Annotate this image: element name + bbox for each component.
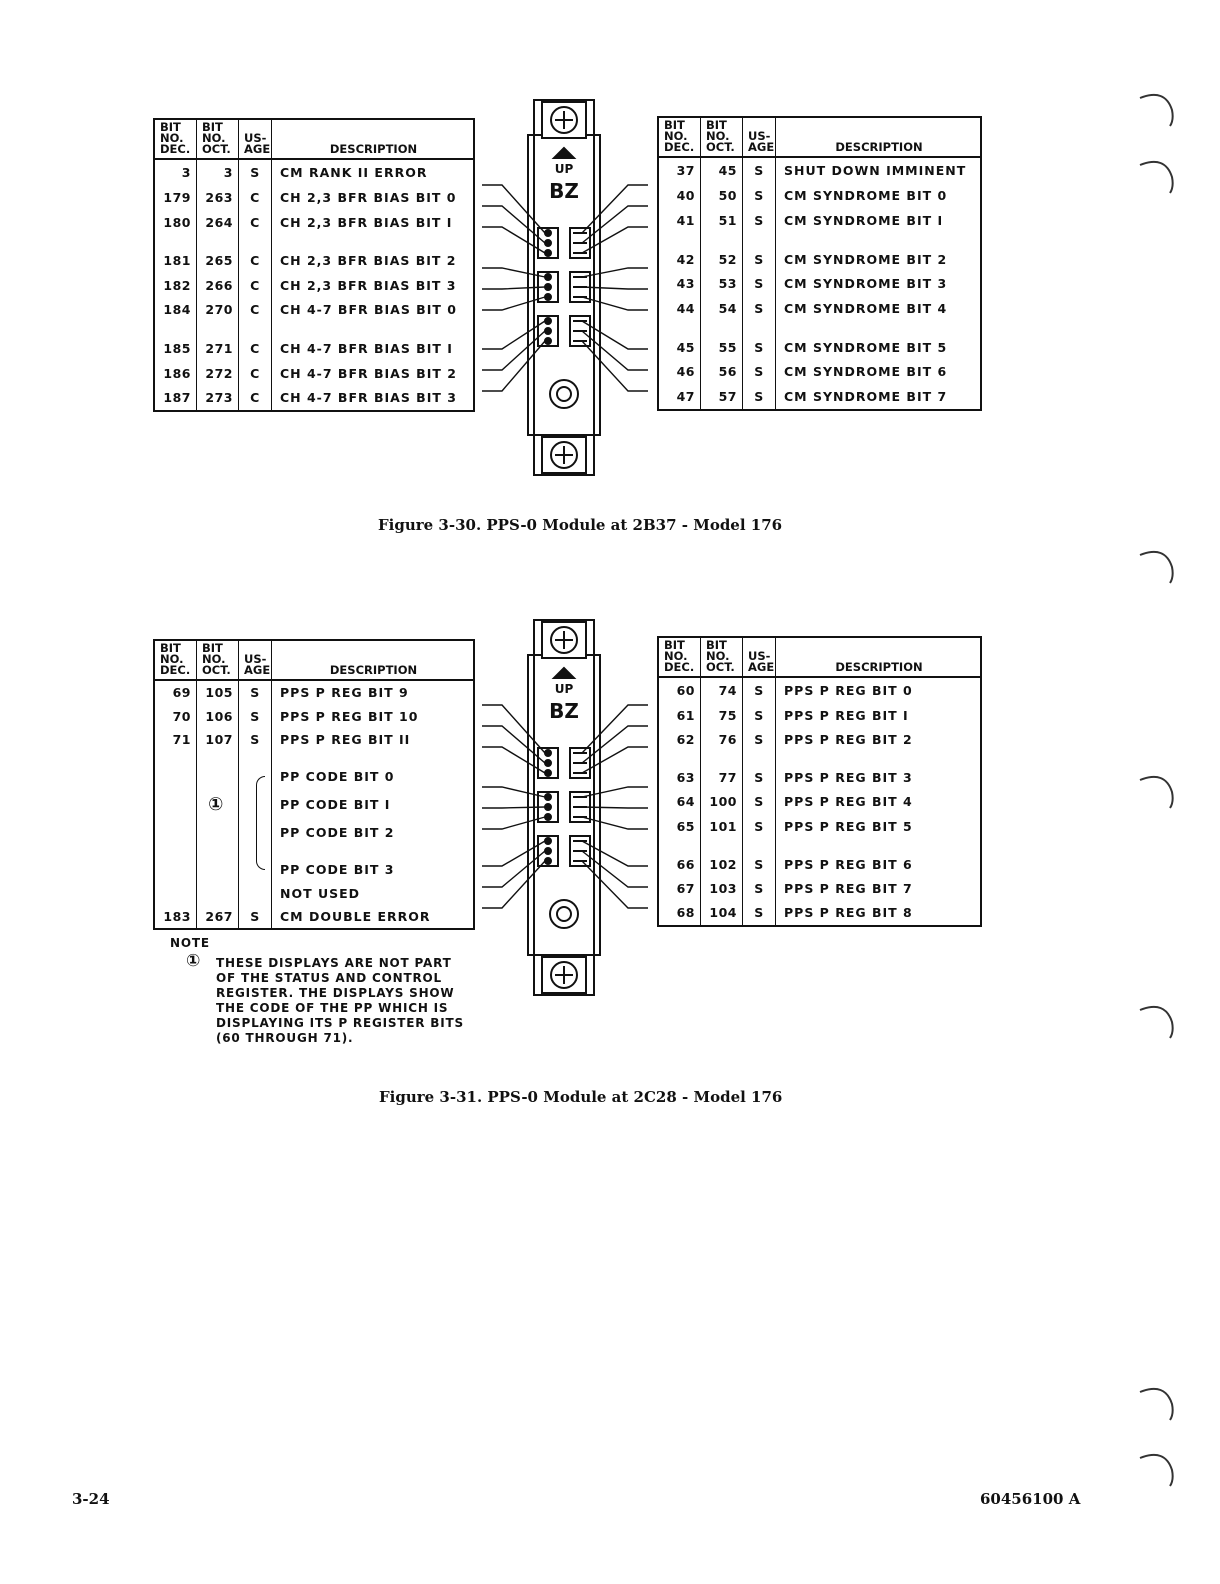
bit-oct-cell: 270 xyxy=(197,298,239,323)
header-usage: US- AGE xyxy=(239,120,272,159)
usage-cell: C xyxy=(239,248,272,273)
bit-dec-cell: 65 xyxy=(659,814,701,838)
usage-cell: S xyxy=(743,814,776,838)
bit-oct-cell: 106 xyxy=(197,705,239,728)
bit-dec-cell: 3 xyxy=(155,159,197,185)
usage-cell: S xyxy=(743,271,776,296)
header-bit-oct: BIT NO. OCT. xyxy=(197,641,239,680)
up-label: UP xyxy=(554,162,574,176)
header-bit-oct: BIT NO. OCT. xyxy=(197,120,239,159)
bit-dec-cell: 180 xyxy=(155,210,197,235)
header-usage: US- AGE xyxy=(743,638,776,677)
bit-dec-cell: 61 xyxy=(659,703,701,727)
usage-cell: C xyxy=(239,210,272,235)
description-cell: PPS P REG BIT 6 xyxy=(784,856,913,872)
description-cell: CH 2,3 BFR BIAS BIT 2 xyxy=(280,253,457,269)
usage-cell: C xyxy=(239,336,272,361)
description-cell: CM SYNDROME BIT 3 xyxy=(784,276,948,292)
description-cell: PPS P REG BIT 3 xyxy=(784,770,913,785)
bit-dec-cell: 46 xyxy=(659,360,701,385)
bit-oct-cell: 3 xyxy=(197,159,239,185)
description-cell: PP CODE BIT I xyxy=(280,797,391,813)
header-bit-dec: BIT NO. DEC. xyxy=(659,638,701,677)
description-cell: CM RANK II ERROR xyxy=(280,165,428,181)
description-cell: CH 4-7 BFR BIAS BIT 3 xyxy=(280,390,457,406)
bit-dec-cell: 62 xyxy=(659,727,701,751)
fig30-caption: Figure 3-30. PPS-0 Module at 2B37 - Model 176 xyxy=(378,516,783,534)
usage-cell: S xyxy=(743,360,776,385)
bit-oct-cell: 103 xyxy=(701,876,743,900)
description-cell: PP CODE BIT 3 xyxy=(280,862,395,878)
usage-cell: S xyxy=(743,727,776,751)
usage-cell: S xyxy=(743,335,776,360)
bit-dec-cell: 44 xyxy=(659,296,701,321)
bit-dec-cell: 37 xyxy=(659,157,701,183)
up-label: UP xyxy=(554,682,574,696)
note-title: NOTE xyxy=(170,936,210,950)
bit-oct-cell: 57 xyxy=(701,384,743,409)
bit-dec-cell: 71 xyxy=(155,728,197,751)
bit-oct-cell: 271 xyxy=(197,336,239,361)
description-cell: CH 4-7 BFR BIAS BIT 2 xyxy=(280,365,457,381)
bit-dec-cell: 181 xyxy=(155,248,197,273)
description-cell: NOT USED xyxy=(280,885,361,901)
bit-oct-cell: 264 xyxy=(197,210,239,235)
bit-dec-cell: 42 xyxy=(659,247,701,272)
usage-cell: S xyxy=(743,790,776,814)
description-cell: CM SYNDROME BIT I xyxy=(784,212,944,228)
header-description: DESCRIPTION xyxy=(776,638,981,677)
bit-dec-cell: 69 xyxy=(155,680,197,705)
header-bit-dec: BIT NO. DEC. xyxy=(659,118,701,157)
description-cell: CH 2,3 BFR BIAS BIT 0 xyxy=(280,190,457,206)
header-bit-oct: BIT NO. OCT. xyxy=(701,118,743,157)
bit-oct-cell: 273 xyxy=(197,385,239,410)
bit-oct-cell: 51 xyxy=(701,208,743,233)
usage-cell: S xyxy=(743,901,776,925)
bit-oct-cell: 107 xyxy=(197,728,239,751)
description-cell: PP CODE BIT 0 xyxy=(280,769,395,785)
usage-cell: C xyxy=(239,361,272,386)
bit-dec-cell: 64 xyxy=(659,790,701,814)
header-usage: US- AGE xyxy=(239,641,272,680)
description-cell: PPS P REG BIT 8 xyxy=(784,905,913,921)
description-cell: PPS P REG BIT 9 xyxy=(280,685,409,701)
bit-dec-cell: 185 xyxy=(155,336,197,361)
bit-oct-cell: 102 xyxy=(701,852,743,876)
description-cell: PPS P REG BIT 5 xyxy=(784,818,913,834)
usage-cell: S xyxy=(743,852,776,876)
usage-cell: S xyxy=(743,157,776,183)
bit-dec-cell: 182 xyxy=(155,273,197,298)
description-cell: CH 4-7 BFR BIAS BIT 0 xyxy=(280,302,457,318)
note-marker: ① xyxy=(186,951,202,971)
usage-cell: S xyxy=(743,183,776,208)
description-cell: PPS P REG BIT 7 xyxy=(784,881,913,896)
bit-oct-cell: 45 xyxy=(701,157,743,183)
description-cell: CH 2,3 BFR BIAS BIT 3 xyxy=(280,277,457,293)
bit-dec-cell: 184 xyxy=(155,298,197,323)
description-cell: PPS P REG BIT 10 xyxy=(280,708,419,724)
bit-oct-cell: 104 xyxy=(701,901,743,925)
note-text: THESE DISPLAYS ARE NOT PART OF THE STATUS AND CONTROL REGISTER. THE DISPLAYS SHOW THE CODE OF THE PP WHICH IS DISPLAYING ITS P REGISTER BITS (60 THROUGH 71). xyxy=(216,956,464,1045)
description-cell: PPS P REG BIT II xyxy=(280,732,411,748)
bit-dec-cell: 186 xyxy=(155,361,197,386)
bit-oct-cell: 52 xyxy=(701,247,743,272)
usage-cell: S xyxy=(743,703,776,727)
bit-oct-cell: 77 xyxy=(701,765,743,789)
bit-dec-cell: 45 xyxy=(659,335,701,360)
description-cell: CM SYNDROME BIT 6 xyxy=(784,364,948,380)
bit-oct-cell: 74 xyxy=(701,677,743,703)
description-cell: PP CODE BIT 2 xyxy=(280,825,395,841)
description-cell: SHUT DOWN IMMINENT xyxy=(784,163,967,179)
bit-oct-cell: 56 xyxy=(701,360,743,385)
header-bit-oct: BIT NO. OCT. xyxy=(701,638,743,677)
description-cell: CM SYNDROME BIT 5 xyxy=(784,339,948,355)
bit-oct-cell: 100 xyxy=(701,790,743,814)
bit-oct-cell: 75 xyxy=(701,703,743,727)
bit-oct-cell: 101 xyxy=(701,814,743,838)
bit-dec-cell: 63 xyxy=(659,765,701,789)
usage-cell: S xyxy=(239,728,272,751)
usage-cell: S xyxy=(743,247,776,272)
bit-dec-cell: 179 xyxy=(155,185,197,210)
usage-cell: S xyxy=(239,905,272,928)
document-number: 60456100 A xyxy=(980,1490,1081,1508)
bit-oct-cell: 53 xyxy=(701,271,743,296)
bit-oct-cell: 263 xyxy=(197,185,239,210)
bit-dec-cell: 70 xyxy=(155,705,197,728)
usage-cell: S xyxy=(743,296,776,321)
bit-dec-cell: 43 xyxy=(659,271,701,296)
bit-dec-cell: 67 xyxy=(659,876,701,900)
bit-oct-cell: 55 xyxy=(701,335,743,360)
bit-oct-cell: 105 xyxy=(197,680,239,705)
usage-cell: S xyxy=(239,705,272,728)
bit-oct-cell: 272 xyxy=(197,361,239,386)
usage-cell: C xyxy=(239,273,272,298)
bit-oct-cell: 54 xyxy=(701,296,743,321)
description-cell: CM SYNDROME BIT 2 xyxy=(784,251,948,267)
description-cell: CM DOUBLE ERROR xyxy=(280,908,431,924)
usage-cell: S xyxy=(743,876,776,900)
header-description: DESCRIPTION xyxy=(272,120,474,159)
bit-dec-cell: 41 xyxy=(659,208,701,233)
description-cell: CM SYNDROME BIT 7 xyxy=(784,389,948,405)
description-cell: PPS P REG BIT 0 xyxy=(784,682,913,698)
usage-cell: S xyxy=(239,159,272,185)
bit-oct-cell: 265 xyxy=(197,248,239,273)
fig31-caption: Figure 3-31. PPS-0 Module at 2C28 - Model 176 xyxy=(379,1088,783,1106)
header-usage: US- AGE xyxy=(743,118,776,157)
usage-cell: S xyxy=(239,680,272,705)
description-cell: CH 4-7 BFR BIAS BIT I xyxy=(280,341,453,356)
usage-cell: S xyxy=(743,765,776,789)
usage-cell: C xyxy=(239,185,272,210)
bit-oct-cell: ① xyxy=(197,788,239,821)
description-cell: PPS P REG BIT 2 xyxy=(784,731,913,747)
header-description: DESCRIPTION xyxy=(272,641,474,680)
description-cell: PPS P REG BIT 4 xyxy=(784,794,913,810)
description-cell: PPS P REG BIT I xyxy=(784,707,909,723)
header-bit-dec: BIT NO. DEC. xyxy=(155,120,197,159)
bit-dec-cell: 40 xyxy=(659,183,701,208)
bit-oct-cell: 50 xyxy=(701,183,743,208)
bit-oct-cell: 76 xyxy=(701,727,743,751)
header-bit-dec: BIT NO. DEC. xyxy=(155,641,197,680)
usage-cell: S xyxy=(743,208,776,233)
bit-dec-cell: 47 xyxy=(659,384,701,409)
bit-dec-cell: 68 xyxy=(659,901,701,925)
description-cell: CM SYNDROME BIT 4 xyxy=(784,301,948,316)
bit-dec-cell: 183 xyxy=(155,905,197,928)
module-id-label: BZ xyxy=(549,179,579,203)
bit-dec-cell: 60 xyxy=(659,677,701,703)
usage-cell: C xyxy=(239,385,272,410)
description-cell: CH 2,3 BFR BIAS BIT I xyxy=(280,214,453,230)
usage-cell: S xyxy=(743,384,776,409)
header-description: DESCRIPTION xyxy=(776,118,981,157)
usage-cell: S xyxy=(743,677,776,703)
usage-cell: C xyxy=(239,298,272,323)
bit-dec-cell: 66 xyxy=(659,852,701,876)
page-number: 3-24 xyxy=(72,1490,110,1508)
bit-dec-cell: 187 xyxy=(155,385,197,410)
module-id-label: BZ xyxy=(549,699,579,723)
bit-oct-cell: 267 xyxy=(197,905,239,928)
description-cell: CM SYNDROME BIT 0 xyxy=(784,188,948,204)
bit-oct-cell: 266 xyxy=(197,273,239,298)
